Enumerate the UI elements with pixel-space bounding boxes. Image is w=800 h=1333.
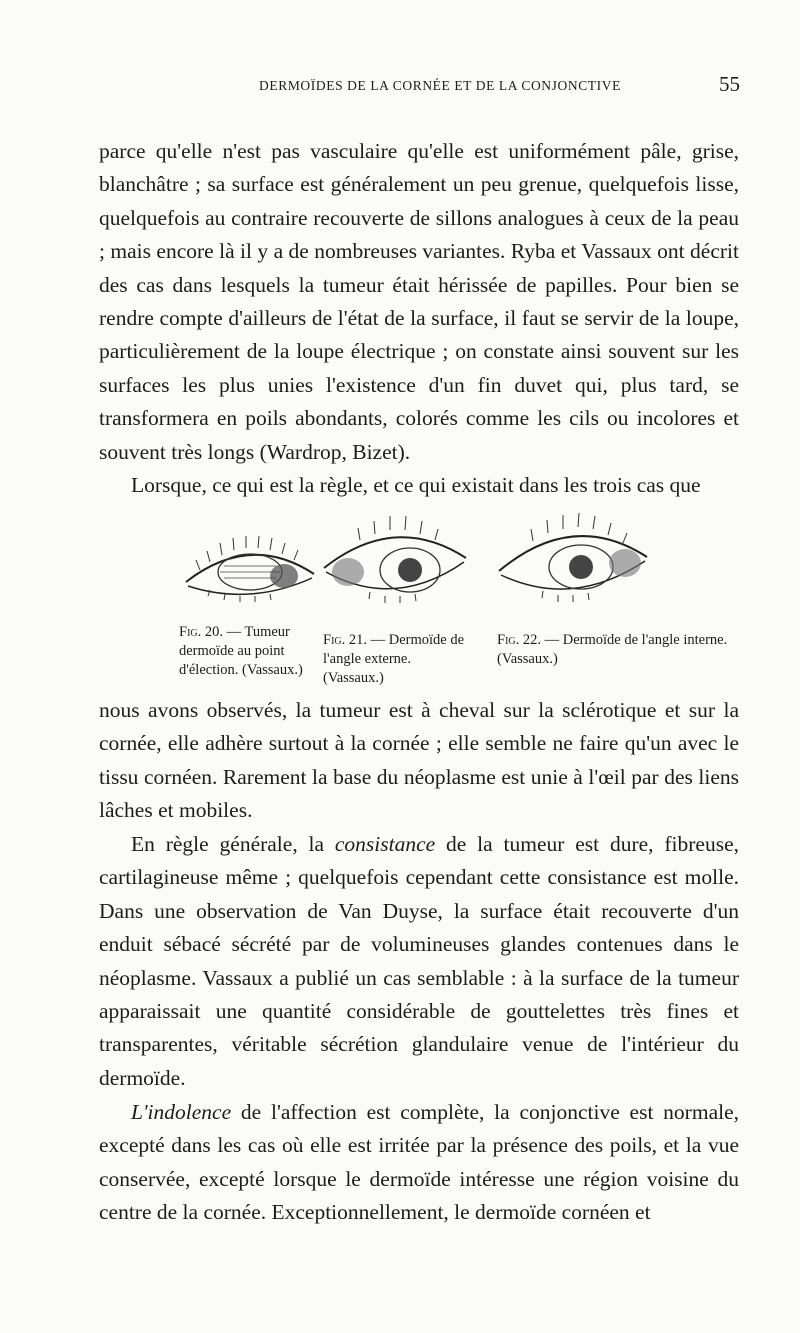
page-header — [180, 72, 740, 102]
paragraph-lorsque: Lorsque, ce qui est la règle, et ce qui existait dans les trois cas que — [131, 473, 701, 497]
paragraph-indolence — [99, 1096, 739, 1230]
figure-22-text: — Dermoïde de l'angle interne. (Vassaux.) — [497, 632, 728, 667]
consistance-term: consistance — [334, 832, 436, 856]
running-title: DERMOÏDES DE LA CORNÉE ET DE LA CONJONCTIVE — [259, 78, 621, 93]
figure-20-text: — Tumeur dermoïde au point d'élection. (Vassaux.) — [179, 624, 303, 678]
figure-20-label: Fig. 20. — [179, 624, 223, 640]
indolence-term: L'indolence — [131, 1100, 232, 1124]
figure-21-caption — [323, 631, 471, 688]
paragraph-nous-avons: nous avons observés, la tumeur est à cheval sur la sclérotique et sur la cornée, elle adhère surtout à la cornée ; elle semble ne faire qu'un avec le tissu cornéen. Rarement la base du néoplasme est unie à l'œil par des liens lâches et mobiles. — [99, 698, 739, 823]
paragraph-consistance — [99, 828, 739, 1095]
figure-22-label: Fig. 22. — [497, 632, 541, 648]
paragraph-surface: parce qu'elle n'est pas vasculaire qu'elle est uniformément pâle, grise, blanchâtre ; sa surface est généralement un peu grenue, quelquefois lisse, quelquefois au contraire recouverte de sillons analogues à ceux de la peau ; mais encore là il y a de nombreuses variantes. Ryba et Vassaux ont décrit des cas dans lesquels la tumeur était hérissée de papilles. Pour bien se rendre compte d'ailleurs de l'état de la surface, il faut se servir de la loupe, particulièrement de la loupe électrique ; on constate ainsi souvent sur les surfaces les plus unies l'existence d'un fin duvet qui, plus tard, se transformera en poils abondants, colorés comme les cils ou incolores et souvent très longs (Wardrop, Bizet). — [99, 139, 739, 464]
figure-20-illustration — [180, 520, 320, 620]
page-number: 55 — [719, 72, 740, 96]
consistance-lead: En règle générale, la — [131, 832, 335, 856]
figure-22-illustration — [493, 505, 653, 620]
indolence-text: de l'affection est complète, la conjonctive est normale, excepté dans les cas où elle est irritée par la présence des poils, et la vue conservée, excepté lorsque le dermoïde intéresse une région voisine du centre de la cornée. Exceptionnellement, le dermoïde cornéen et — [99, 1100, 739, 1225]
figure-22-caption — [497, 631, 741, 669]
figure-21-illustration — [320, 510, 470, 625]
figure-21-label: Fig. 21. — [323, 632, 367, 648]
figure-21-text: — Dermoïde de l'angle externe. (Vassaux.) — [323, 632, 465, 686]
figure-20-caption — [179, 623, 315, 680]
consistance-text: de la tumeur est dure, fibreuse, cartilagineuse même ; quelquefois cependant cette consistance est molle. Dans une observation de Van Duyse, la surface était recouverte d'un enduit sébacé sécrété par de volumineuses glandes contenues dans le néoplasme. Vassaux a publié un cas semblable : à la surface de la tumeur apparaissait une quantité considérable de gouttelettes très fines et transparentes, véritable sécrétion glandulaire venue de l'intérieur du dermoïde. — [99, 832, 739, 1090]
